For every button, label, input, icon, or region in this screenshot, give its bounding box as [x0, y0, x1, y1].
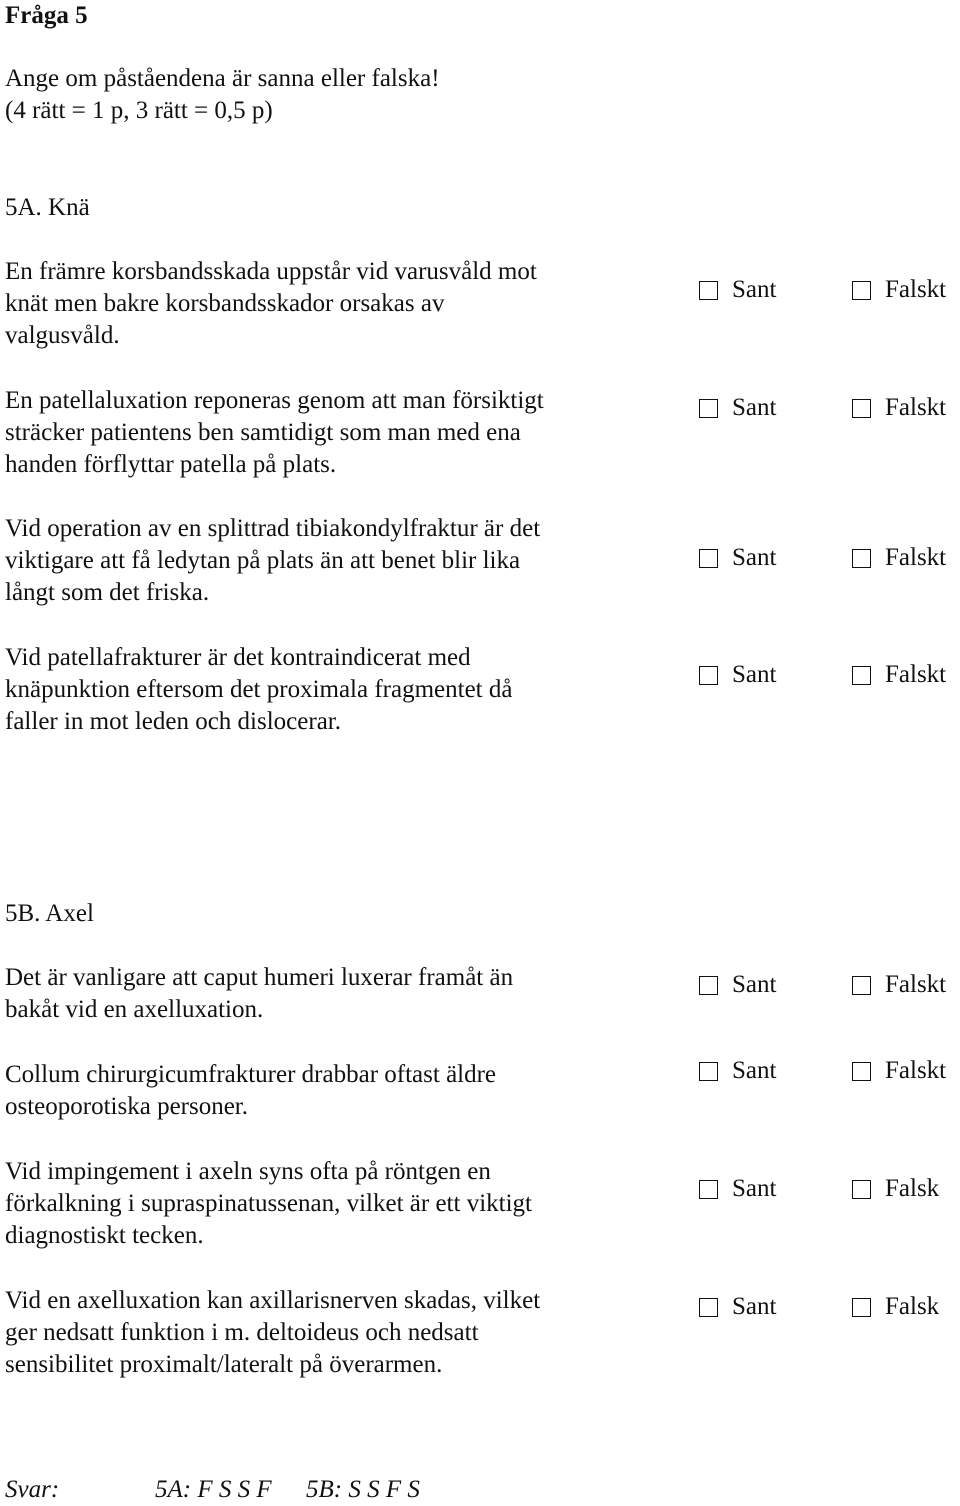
- sant-label: Sant: [732, 394, 777, 421]
- instruction-text: Ange om påståendena är sanna eller falska!: [5, 65, 440, 92]
- checkbox-icon: [852, 976, 871, 995]
- sant-label: Sant: [732, 1057, 777, 1084]
- statement-line: viktigare att få ledytan på plats än att benet blir lika: [5, 547, 521, 574]
- sant-checkbox[interactable]: [699, 969, 776, 1001]
- statement-line: En främre korsbandsskada uppstår vid varusvåld mot: [5, 258, 537, 285]
- falskt-checkbox[interactable]: [852, 274, 946, 306]
- statement-line: faller in mot leden och dislocerar.: [5, 708, 341, 735]
- checkbox-icon: [699, 399, 718, 418]
- falsk-label: Falsk: [885, 1293, 940, 1320]
- sant-label: Sant: [732, 1175, 777, 1202]
- section-b-heading: 5B. Axel: [5, 900, 94, 927]
- sant-checkbox[interactable]: [699, 659, 776, 691]
- answer-5b: 5B: S S F S: [306, 1476, 420, 1503]
- answer-label: Svar:: [5, 1476, 60, 1503]
- statement-line: sträcker patientens ben samtidigt som man med ena: [5, 419, 521, 446]
- statement-line: osteoporotiska personer.: [5, 1093, 249, 1120]
- sant-checkbox[interactable]: [699, 1291, 776, 1323]
- statement-5a-1: [5, 256, 645, 352]
- checkbox-icon: [852, 1180, 871, 1199]
- statement-line: valgusvåld.: [5, 322, 120, 349]
- falskt-label: Falskt: [885, 661, 947, 688]
- falskt-label: Falskt: [885, 544, 947, 571]
- sant-label: Sant: [732, 971, 777, 998]
- falskt-checkbox[interactable]: [852, 969, 946, 1001]
- question-title: Fråga 5: [5, 2, 88, 29]
- statement-5b-3: [5, 1156, 645, 1252]
- falskt-label: Falskt: [885, 394, 947, 421]
- checkbox-icon: [699, 976, 718, 995]
- sant-label: Sant: [732, 544, 777, 571]
- falskt-checkbox[interactable]: [852, 1055, 946, 1087]
- statement-5b-4: [5, 1285, 645, 1381]
- sant-checkbox[interactable]: [699, 274, 776, 306]
- sant-checkbox[interactable]: [699, 1173, 776, 1205]
- sant-label: Sant: [732, 661, 777, 688]
- sant-checkbox[interactable]: [699, 1055, 776, 1087]
- falskt-checkbox[interactable]: [852, 392, 946, 424]
- statement-line: Det är vanligare att caput humeri luxerar framåt än: [5, 964, 514, 991]
- statement-line: långt som det friska.: [5, 579, 210, 606]
- statement-5a-4: [5, 642, 645, 738]
- checkbox-icon: [699, 281, 718, 300]
- sant-label: Sant: [732, 276, 777, 303]
- statement-line: Vid impingement i axeln syns ofta på röntgen en: [5, 1158, 491, 1185]
- checkbox-icon: [852, 399, 871, 418]
- falskt-label: Falskt: [885, 276, 947, 303]
- checkbox-icon: [699, 1062, 718, 1081]
- section-a-heading: 5A. Knä: [5, 194, 90, 221]
- statement-5b-2: [5, 1059, 645, 1123]
- falsk-label: Falsk: [885, 1175, 940, 1202]
- statement-line: Vid en axelluxation kan axillarisnerven skadas, vilket: [5, 1287, 541, 1314]
- falskt-label: Falskt: [885, 971, 947, 998]
- statement-line: knät men bakre korsbandsskador orsakas av: [5, 290, 445, 317]
- checkbox-icon: [852, 1062, 871, 1081]
- statement-line: diagnostiskt tecken.: [5, 1222, 204, 1249]
- statement-line: Collum chirurgicumfrakturer drabbar oftast äldre: [5, 1061, 497, 1088]
- sant-checkbox[interactable]: [699, 392, 776, 424]
- falsk-checkbox[interactable]: [852, 1291, 939, 1323]
- statement-line: handen förflyttar patella på plats.: [5, 451, 337, 478]
- falskt-checkbox[interactable]: [852, 659, 946, 691]
- checkbox-icon: [852, 549, 871, 568]
- checkbox-icon: [699, 1298, 718, 1317]
- statement-line: bakåt vid en axelluxation.: [5, 996, 264, 1023]
- statement-line: knäpunktion eftersom det proximala fragmentet då: [5, 676, 513, 703]
- sant-label: Sant: [732, 1293, 777, 1320]
- statement-line: ger nedsatt funktion i m. deltoideus och nedsatt: [5, 1319, 479, 1346]
- checkbox-icon: [852, 281, 871, 300]
- statement-5a-3: [5, 513, 645, 609]
- checkbox-icon: [852, 666, 871, 685]
- statement-line: Vid operation av en splittrad tibiakondylfraktur är det: [5, 515, 541, 542]
- falskt-checkbox[interactable]: [852, 542, 946, 574]
- checkbox-icon: [699, 549, 718, 568]
- statement-line: Vid patellafrakturer är det kontraindicerat med: [5, 644, 471, 671]
- checkbox-icon: [699, 666, 718, 685]
- answer-5a: 5A: F S S F: [155, 1476, 272, 1503]
- scoring-text: (4 rätt = 1 p, 3 rätt = 0,5 p): [5, 97, 273, 124]
- sant-checkbox[interactable]: [699, 542, 776, 574]
- falskt-label: Falskt: [885, 1057, 947, 1084]
- statement-line: förkalkning i supraspinatussenan, vilket är ett viktigt: [5, 1190, 532, 1217]
- checkbox-icon: [699, 1180, 718, 1199]
- falsk-checkbox[interactable]: [852, 1173, 939, 1205]
- statement-5a-2: [5, 385, 645, 481]
- statement-line: En patellaluxation reponeras genom att man försiktigt: [5, 387, 544, 414]
- checkbox-icon: [852, 1298, 871, 1317]
- statement-line: sensibilitet proximalt/lateralt på överarmen.: [5, 1351, 443, 1378]
- statement-5b-1: [5, 962, 645, 1026]
